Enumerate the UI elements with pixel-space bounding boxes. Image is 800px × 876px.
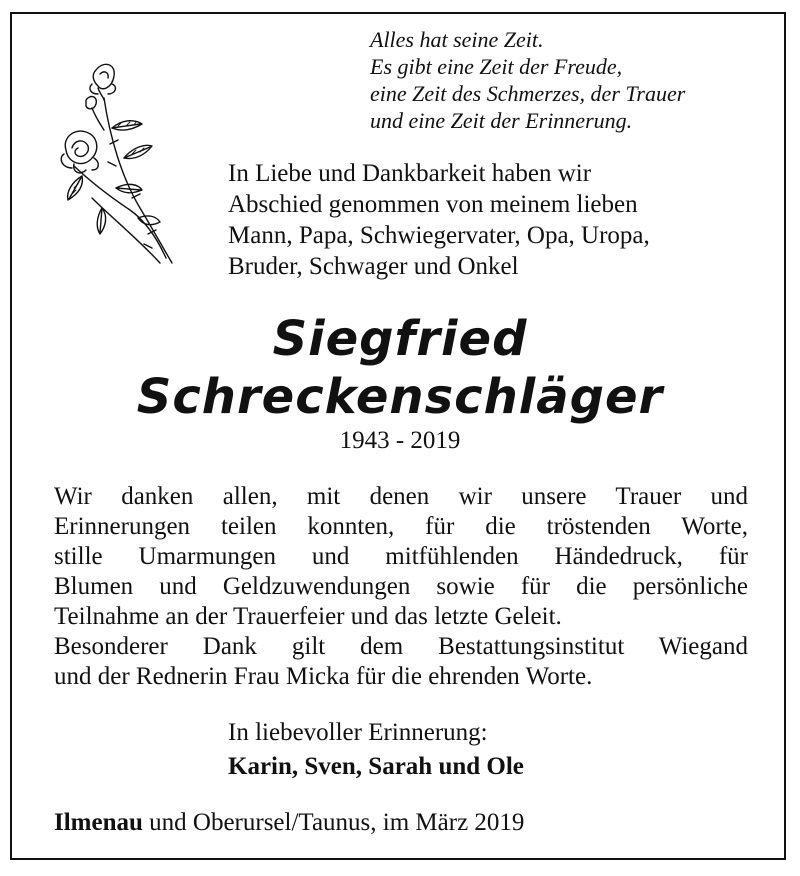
intro-line: Mann, Papa, Schwiegervater, Opa, Uropa, (228, 222, 650, 249)
thanks-text (54, 482, 748, 692)
place-rest: und Oberursel/Taunus, im März 2019 (149, 809, 525, 836)
intro-line: Bruder, Schwager und Onkel (228, 253, 519, 280)
thanks-line: stille Umarmungen und mitfühlenden Händedruck, für (54, 543, 748, 570)
poem-line: Alles hat seine Zeit. (370, 27, 544, 52)
intro-line: In Liebe und Dankbarkeit haben wir (228, 160, 592, 187)
intro-line: Abschied genommen von meinem lieben (228, 191, 638, 218)
poem-line: und eine Zeit der Erinnerung. (370, 108, 633, 133)
place-date (54, 808, 524, 838)
thanks-line: und der Rednerin Frau Micka für die ehrenden Worte. (54, 663, 593, 690)
thanks-line: Erinnerungen teilen konnten, für die tröstenden Worte, (54, 513, 748, 540)
thanks-line: Wir danken allen, mit denen wir unsere Trauer und (54, 483, 748, 510)
poem (370, 26, 685, 134)
life-years: 1943 - 2019 (339, 427, 461, 454)
rose-branch-icon (52, 58, 182, 270)
poem-line: eine Zeit des Schmerzes, der Trauer (370, 81, 686, 106)
thanks-line: Teilnahme an der Trauerfeier und das letzte Geleit. (54, 603, 562, 630)
mourner-names: Karin, Sven, Sarah und Ole (228, 753, 524, 780)
thanks-line: Blumen und Geldzuwendungen sowie für die persönliche (54, 573, 748, 600)
deceased-first-name: Siegfried (272, 311, 528, 367)
poem-line: Es gibt eine Zeit der Freude, (370, 54, 623, 79)
thanks-line: Besonderer Dank gilt dem Bestattungsinstitut Wiegand (54, 633, 748, 660)
closing-phrase: In liebevoller Erinnerung: (228, 719, 488, 746)
closing (228, 716, 524, 784)
place-city: Ilmenau (54, 809, 143, 836)
deceased-last-name: Schreckenschläger (136, 369, 664, 425)
intro-text (228, 158, 748, 282)
